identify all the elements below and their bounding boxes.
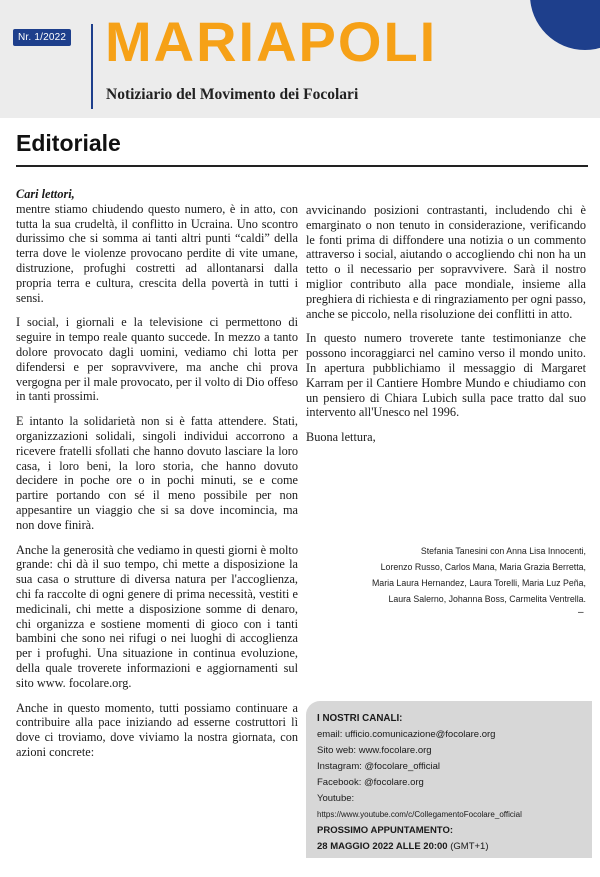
signature-line: Stefania Tanesini con Anna Lisa Innocenti, <box>420 546 586 556</box>
email-link[interactable]: email: ufficio.comunicazione@focolare.org <box>317 729 496 740</box>
facebook-link[interactable]: Facebook: @focolare.org <box>317 777 424 788</box>
channels-title: I NOSTRI CANALI: <box>317 713 403 724</box>
website-link[interactable]: Sito web: www.focolare.org <box>317 745 432 756</box>
paragraph: E intanto la solidarietà non si è fatta attendere. Stati, organizzazioni solidali, singoli individui accorrono a ricevere fratelli sfollati che hanno dovuto lasciare la loro casa, i loro beni, la loro storia, che hanno dovuto decidere in poche ore o in pochi minuti, se e come partire portando con sé il meno possibile per non appesantire un viaggio che si sa dove incomincia, ma non dove finirà. <box>16 414 298 532</box>
youtube-link[interactable]: https://www.youtube.com/c/CollegamentoFocolare_official <box>317 810 522 819</box>
appointment-timezone: (GMT+1) <box>450 841 489 852</box>
paragraph: I social, i giornali e la televisione ci permettono di seguire in tempo reale quanto succede. In mezzo a tanto dolore provocato dagli uomini, vediamo chi lotta per difendersi e per sopravvivere, ma anche chi prova vergogna per il male provocato, per il volto di Dio offeso in tanti prossimi. <box>16 315 298 404</box>
masthead-title: MARIAPOLI <box>105 10 438 73</box>
youtube-label: Youtube: <box>317 793 355 804</box>
corner-decoration <box>530 0 600 50</box>
paragraph: Anche la generosità che vediamo in questi giorni è molto grande: chi dà il suo tempo, chi mette a disposizione la sua casa o strutture di diversa natura per l'accoglienza, chi fa raccolte di ogni genere di prima necessità, vestiti e medicinali, chi mette a disposizione somme di denaro, chi organizza e sostiene momenti di gioco con i tanti bambini che sono nei rifugi o nei luoghi di accoglienza per i profughi. Una situazione in continua evoluzione, della quale troverete informazioni e aggiornamenti sul sito www. focolare.org. <box>16 542 298 690</box>
signature-line: Lorenzo Russo, Carlos Mana, Maria Grazia Berretta, <box>380 562 586 572</box>
article-column-1 <box>16 187 298 770</box>
instagram-link[interactable]: Instagram: @focolare_official <box>317 761 440 772</box>
appointment-label: PROSSIMO APPUNTAMENTO: <box>317 825 453 836</box>
masthead-header <box>0 0 600 118</box>
paragraph: avvicinando posizioni contrastanti, includendo chi è emarginato o non tenuto in considerazione, verificando le fonti prima di diffondere una notizia o un commento attraverso i social, aiutando o accogliendo chi non ha un tetto o il necessario per sopravvivere. Sarà il nostro miglior contributo alla pace mondiale, insieme alla preghiera di richiesta e di ringraziamento per ogni passo, anche se piccolo, nella risoluzione dei conflitti in atto. <box>306 203 586 321</box>
appointment-datetime <box>317 839 589 855</box>
paragraph: In questo numero troverete tante testimonianze che possono incoraggiarci nel camino verso il mondo unito. In apertura pubblichiamo il messaggio di Margaret Karram per il Cantiere Hombre Mundo e chiudiamo con un pensiero di Chiara Lubich sulla pace tratto dal suo intervento all'Unesco nel 1996. <box>306 331 586 420</box>
paragraph: Anche in questo momento, tutti possiamo continuare a contribuire alla pace iniziando ad esserne costruttori lì dove ci troviamo, dove viviamo la nostra giornata, con azioni concrete: <box>16 700 298 759</box>
paragraph: mentre stiamo chiudendo questo numero, è in atto, con tutta la sua crudeltà, il conflitto in Ucraina. Uno scontro durissimo che si somma ai tanti altri punti “caldi” della terra dove le violenze provocano perdite di vite umane, distruzione, profughi costretti ad allontanarsi dalla propria terra e cultura, crescita della povertà in tutti i sensi. <box>16 201 298 305</box>
signature-line: Laura Salerno, Johanna Boss, Carmelita Ventrella. <box>388 594 586 604</box>
masthead-subtitle: Notiziario del Movimento dei Focolari <box>106 86 359 103</box>
header-divider <box>91 24 93 109</box>
signoff: Buona lettura, <box>306 430 376 445</box>
channels-box <box>306 701 592 858</box>
section-title: Editoriale <box>16 130 121 156</box>
end-mark: – <box>578 607 584 618</box>
signature-line: Maria Laura Hernandez, Laura Torelli, Maria Luz Peña, <box>371 578 586 588</box>
signature-block <box>306 543 586 607</box>
issue-badge: Nr. 1/2022 <box>13 29 71 46</box>
article-column-2 <box>306 203 586 455</box>
appointment-date: 28 MAGGIO 2022 ALLE 20:00 <box>317 841 448 852</box>
greeting: Cari lettori, <box>16 187 75 201</box>
title-rule <box>16 165 588 167</box>
